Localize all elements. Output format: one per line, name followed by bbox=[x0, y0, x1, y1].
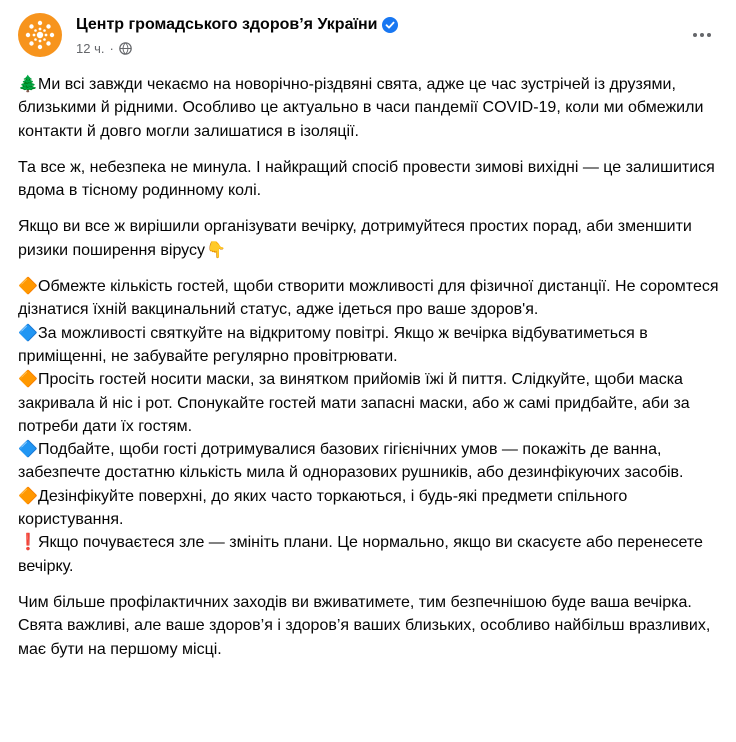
verified-badge-icon bbox=[382, 17, 398, 33]
meta-separator: · bbox=[109, 41, 114, 56]
post-paragraph-closing bbox=[18, 591, 723, 661]
christmas-tree-icon: 🌲 bbox=[18, 76, 38, 93]
orange-diamond-icon: 🔶 bbox=[18, 278, 38, 296]
more-options-icon[interactable] bbox=[684, 23, 720, 47]
post-body bbox=[18, 73, 723, 674]
post-meta bbox=[76, 41, 132, 56]
blue-diamond-icon: 🔷 bbox=[18, 324, 38, 342]
post-paragraph-2 bbox=[18, 156, 723, 203]
tip-text: Обмежте кількість гостей, щоби створити можливості для фізичної дистанції. Не соромтеся дізнатися їхній вакцинальний статус, адже ідеться про ваше здоров'я. bbox=[18, 278, 719, 319]
exclamation-icon: ❗ bbox=[18, 534, 38, 552]
paragraph-text: Та все ж, небезпека не минула. І найкращий спосіб провести зимові вихідні — це залишитися вдома в тісному родинному колі. bbox=[18, 158, 715, 200]
paragraph-text: Якщо ви все ж вирішили організувати вечірку, дотримуйтеся простих порад, аби зменшити ризики поширення вірусу bbox=[18, 218, 692, 259]
post-timestamp[interactable]: 12 ч. bbox=[76, 41, 105, 56]
page-name-row bbox=[76, 16, 398, 34]
orange-diamond-icon: 🔶 bbox=[18, 487, 38, 505]
tip-text: За можливості святкуйте на відкритому повітрі. Якщо ж вечірка відбуватиметься в приміщенні, не забувайте регулярно провітрювати. bbox=[18, 324, 648, 365]
post-header bbox=[18, 13, 718, 63]
blue-diamond-icon: 🔷 bbox=[18, 441, 38, 459]
page-name-link[interactable]: Центр громадського здоров’я України bbox=[76, 16, 378, 33]
paragraph-text: Ми всі завжди чекаємо на новорічно-різдвяні свята, адже це час зустрічей із друзями, близькими й рідними. Особливо це актуально в часи пандемії COVID-19, коли ми обмежили контакти й довго могли залишатися в ізоляції. bbox=[18, 76, 704, 140]
globe-icon[interactable] bbox=[119, 42, 132, 55]
post-paragraph-3 bbox=[18, 215, 723, 262]
page-avatar[interactable] bbox=[18, 13, 62, 57]
tip-text: Подбайте, щоби гості дотримувалися базових гігієнічних умов — покажіть де ванна, забезпечте достатню кількість мила й одноразових рушників, або дезинфікуючих засобів. bbox=[18, 441, 684, 482]
tips-list bbox=[18, 275, 723, 578]
tip-text: Просіть гостей носити маски, за винятком прийомів їжі й пиття. Слідкуйте, щоби маска закривала й ніс і рот. Спонукайте гостей мати запасні маски, або ж самі придбайте, аби за потреби дати їх гостям. bbox=[18, 371, 690, 435]
tip-text: Якщо почуваєтеся зле — змініть плани. Це нормально, якщо ви скасуєте або перенесете вечірку. bbox=[18, 534, 703, 575]
paragraph-text: Чим більше профілактичних заходів ви вживатимете, тим безпечнішою буде ваша вечірка. Свята важливі, але ваше здоров’я і здоров’я ваших близьких, особливо найбільш вразливих, має бути на першому місці. bbox=[18, 593, 711, 658]
orange-diamond-icon: 🔶 bbox=[18, 371, 38, 389]
phc-logo-icon bbox=[23, 18, 57, 52]
post-paragraph-intro bbox=[18, 73, 723, 143]
tip-text: Дезінфікуйте поверхні, до яких часто торкаються, і будь-які предмети спільного користування. bbox=[18, 487, 628, 529]
pointing-down-icon: 👇 bbox=[206, 241, 226, 259]
